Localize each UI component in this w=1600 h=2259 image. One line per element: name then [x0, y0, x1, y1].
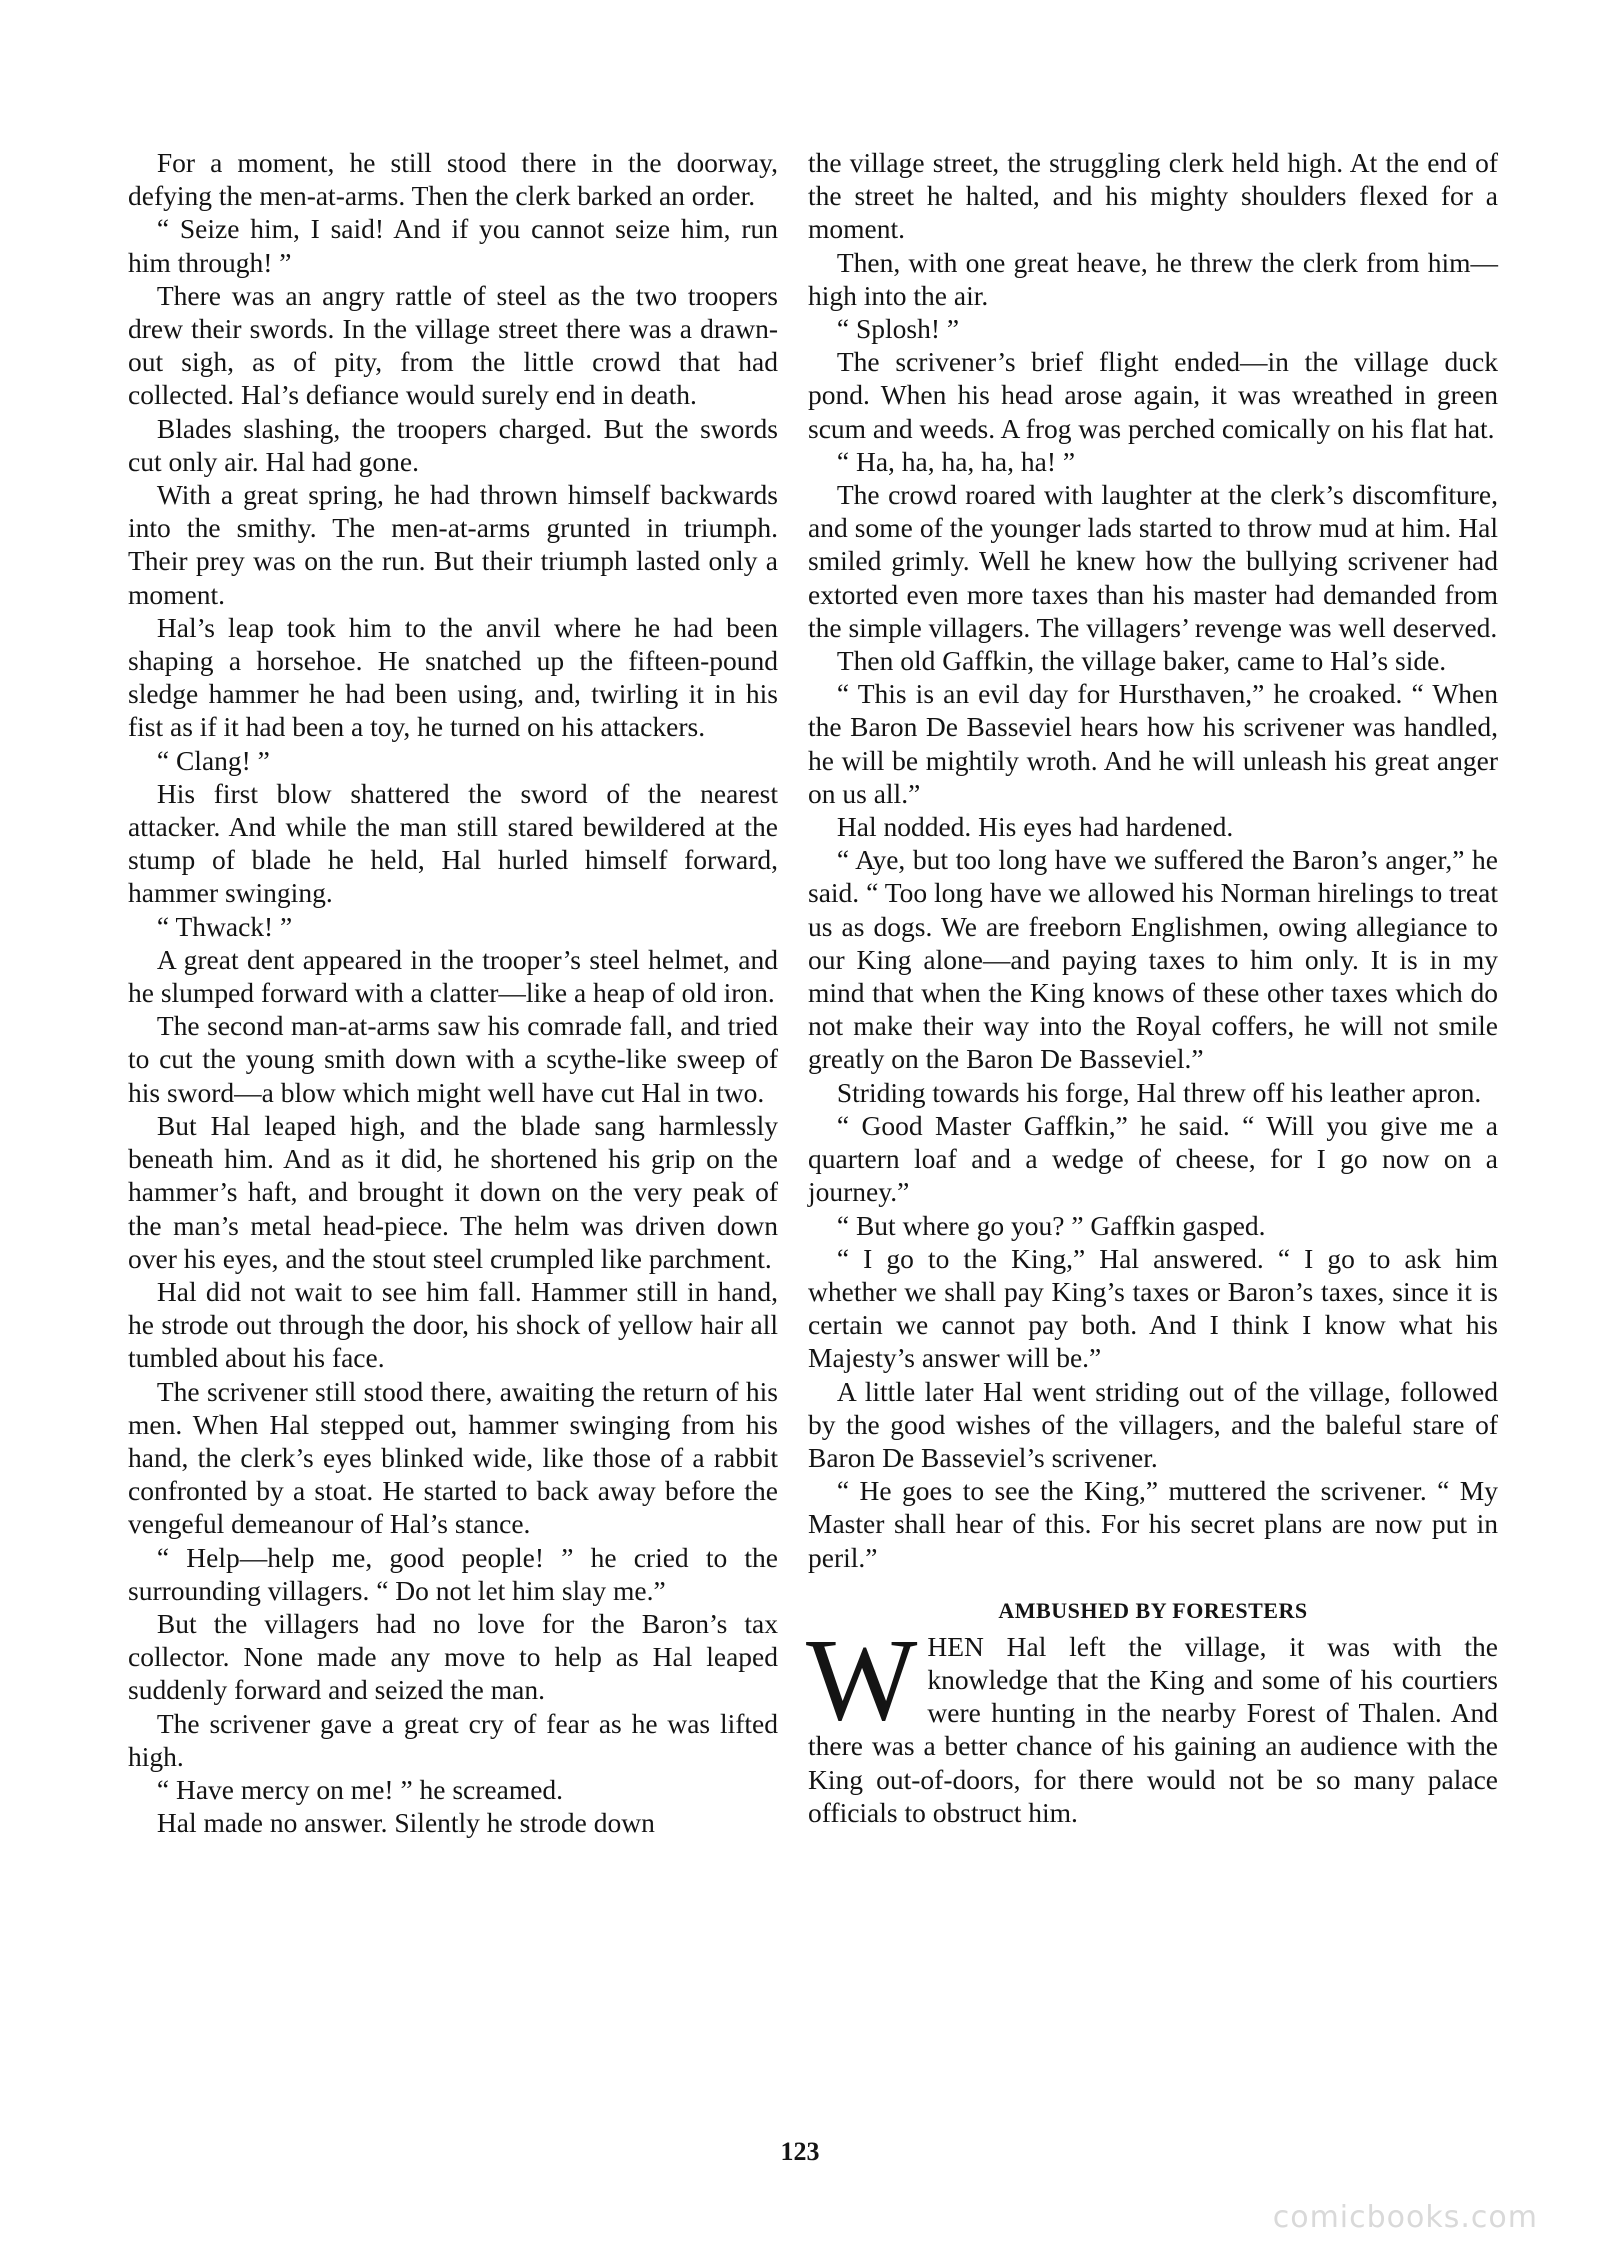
section-heading: AMBUSHED BY FORESTERS — [998, 1597, 1308, 1623]
drop-cap: W — [806, 1613, 918, 1745]
paragraph: Hal did not wait to see him fall. Hammer still in hand, he strode out through the door, his shock of yellow hair all tumbled about his face. — [128, 1275, 778, 1374]
paragraph: Hal nodded. His eyes had hardened. — [836, 811, 1234, 843]
paragraph: A little later Hal went striding out of the village, followed by the good wishes of the villagers, and the baleful stare of Baron De Basseviel’s scrivener. — [808, 1375, 1498, 1473]
watermark: comicbooks.com — [1272, 2200, 1538, 2235]
paragraph: “ But where go you? ” Gaffkin gasped. — [836, 1209, 1266, 1241]
paragraph: The crowd roared with laughter at the clerk’s discomfiture, and some of the younger lads started to throw mud at him. Hal smiled grimly. Well he knew how the bullying scrivener had extorted even more taxes than his master had demanded from the simple villagers. The villagers’ revenge was well deserved. — [808, 479, 1498, 643]
page-number: 123 — [780, 2137, 820, 2166]
paragraph: “ Seize him, I said! And if you cannot seize him, run him through! ” — [128, 213, 778, 278]
paragraph: The scrivener’s brief flight ended—in the village duck pond. When his head arose again, it was wreathed in green scum and weeds. A frog was perched comically on his flat hat. — [808, 346, 1498, 444]
section-opening-paragraph — [806, 1613, 1498, 1829]
paragraph: The second man-at-arms saw his comrade fall, and tried to cut the young smith down with a scythe-like sweep of his sword—a blow which might well have cut Hal in two. — [128, 1010, 778, 1108]
section-paragraph-text: HEN Hal left the village, it was with the knowledge that the King and some of his courtiers were hunting in the nearby Forest of Thalen. And there was a better chance of his gaining an audience with the King out-of-doors, for there would not be so many palace officials to obstruct him. — [808, 1630, 1498, 1828]
paragraph: “ He goes to see the King,” muttered the scrivener. “ My Master shall hear of this. For his secret plans are now put in peril.” — [808, 1475, 1498, 1573]
paragraph: There was an angry rattle of steel as the two troopers drew their swords. In the village street there was a drawn-out sigh, as of pity, from the little crowd that had collected. Hal’s defiance would surely end in death. — [128, 279, 778, 411]
paragraph: Blades slashing, the troopers charged. But the swords cut only air. Hal had gone. — [128, 412, 778, 477]
paragraph: Striding towards his forge, Hal threw off his leather apron. — [836, 1076, 1482, 1108]
paragraph: “ Splosh! ” — [836, 313, 960, 345]
right-paragraphs — [808, 146, 1498, 1574]
paragraph: “ Have mercy on me! ” he screamed. — [156, 1773, 564, 1805]
paragraph: The scrivener gave a great cry of fear as he was lifted high. — [128, 1707, 778, 1772]
paragraph: “ Good Master Gaffkin,” he said. “ Will you give me a quartern loaf and a wedge of cheese, for I go now on a journey.” — [808, 1109, 1498, 1208]
paragraph: Hal’s leap took him to the anvil where he had been shaping a horsehoe. He snatched up the fifteen-pound sledge hammer he had been using, and, twirling it in his fist as if it had been a toy, he turned on his attackers. — [128, 611, 778, 743]
paragraph: But Hal leaped high, and the blade sang harmlessly beneath him. And as it did, he shortened his grip on the hammer’s haft, and brought it down on the very peak of the man’s metal head-piece. The helm was driven down over his eyes, and the stout steel crumpled like parchment. — [128, 1109, 778, 1274]
paragraph: Then, with one great heave, he threw the clerk from him—high into the air. — [808, 246, 1498, 311]
right-column — [808, 146, 1498, 1829]
paragraph: the village street, the struggling clerk held high. At the end of the street he halted, and his mighty shoulders flexed for a moment. — [808, 147, 1498, 245]
paragraph: With a great spring, he had thrown himself backwards into the smithy. The men-at-arms grunted in triumph. Their prey was on the run. But their triumph lasted only a moment. — [128, 479, 778, 610]
paragraph: For a moment, he still stood there in the doorway, defying the men-at-arms. Then the clerk barked an order. — [128, 147, 778, 212]
paragraph: Hal made no answer. Silently he strode down — [156, 1807, 655, 1839]
paragraph: Then old Gaffkin, the village baker, came to Hal’s side. — [836, 645, 1447, 677]
paragraph: The scrivener still stood there, awaiting the return of his men. When Hal stepped out, hammer swinging from his hand, the clerk’s eyes blinked wide, like those of a rabbit confronted by a stoat. He started to back away before the vengeful demeanour of Hal’s stance. — [128, 1375, 778, 1540]
paragraph: “ Ha, ha, ha, ha, ha! ” — [836, 445, 1076, 477]
paragraph: “ I go to the King,” Hal answered. “ I go to ask him whether we shall pay King’s taxes or Baron’s taxes, since it is certain we cannot pay both. And I think I know what his Majesty’s answer will be.” — [808, 1242, 1498, 1374]
paragraph: “ Thwack! ” — [156, 910, 293, 942]
left-column — [128, 146, 778, 1839]
paragraph: “ Help—help me, good people! ” he cried to the surrounding villagers. “ Do not let him slay me.” — [128, 1541, 778, 1606]
paragraph: “ This is an evil day for Hursthaven,” he croaked. “ When the Baron De Basseviel hears how his scrivener was handled, he will be mightily wroth. And he will unleash his great anger on us all.” — [808, 678, 1498, 809]
paragraph: “ Aye, but too long have we suffered the Baron’s anger,” he said. “ Too long have we allowed his Norman hirelings to treat us as dogs. We are freeborn Englishmen, owing allegiance to our King alone—and paying taxes to him only. It is in my mind that when the King knows of these other taxes which do not make their way into the Royal coffers, he will not smile greatly on the Baron De Basseviel.” — [808, 844, 1498, 1075]
paragraph: A great dent appeared in the trooper’s steel helmet, and he slumped forward with a clatter—like a heap of old iron. — [128, 943, 778, 1009]
paragraph: “ Clang! ” — [156, 744, 270, 776]
paragraph: His first blow shattered the sword of the nearest attacker. And while the man still stared bewildered at the stump of blade he held, Hal hurled himself forward, hammer swinging. — [128, 777, 778, 909]
paragraph: But the villagers had no love for the Baron’s tax collector. None made any move to help as Hal leaped suddenly forward and seized the man. — [128, 1607, 778, 1706]
